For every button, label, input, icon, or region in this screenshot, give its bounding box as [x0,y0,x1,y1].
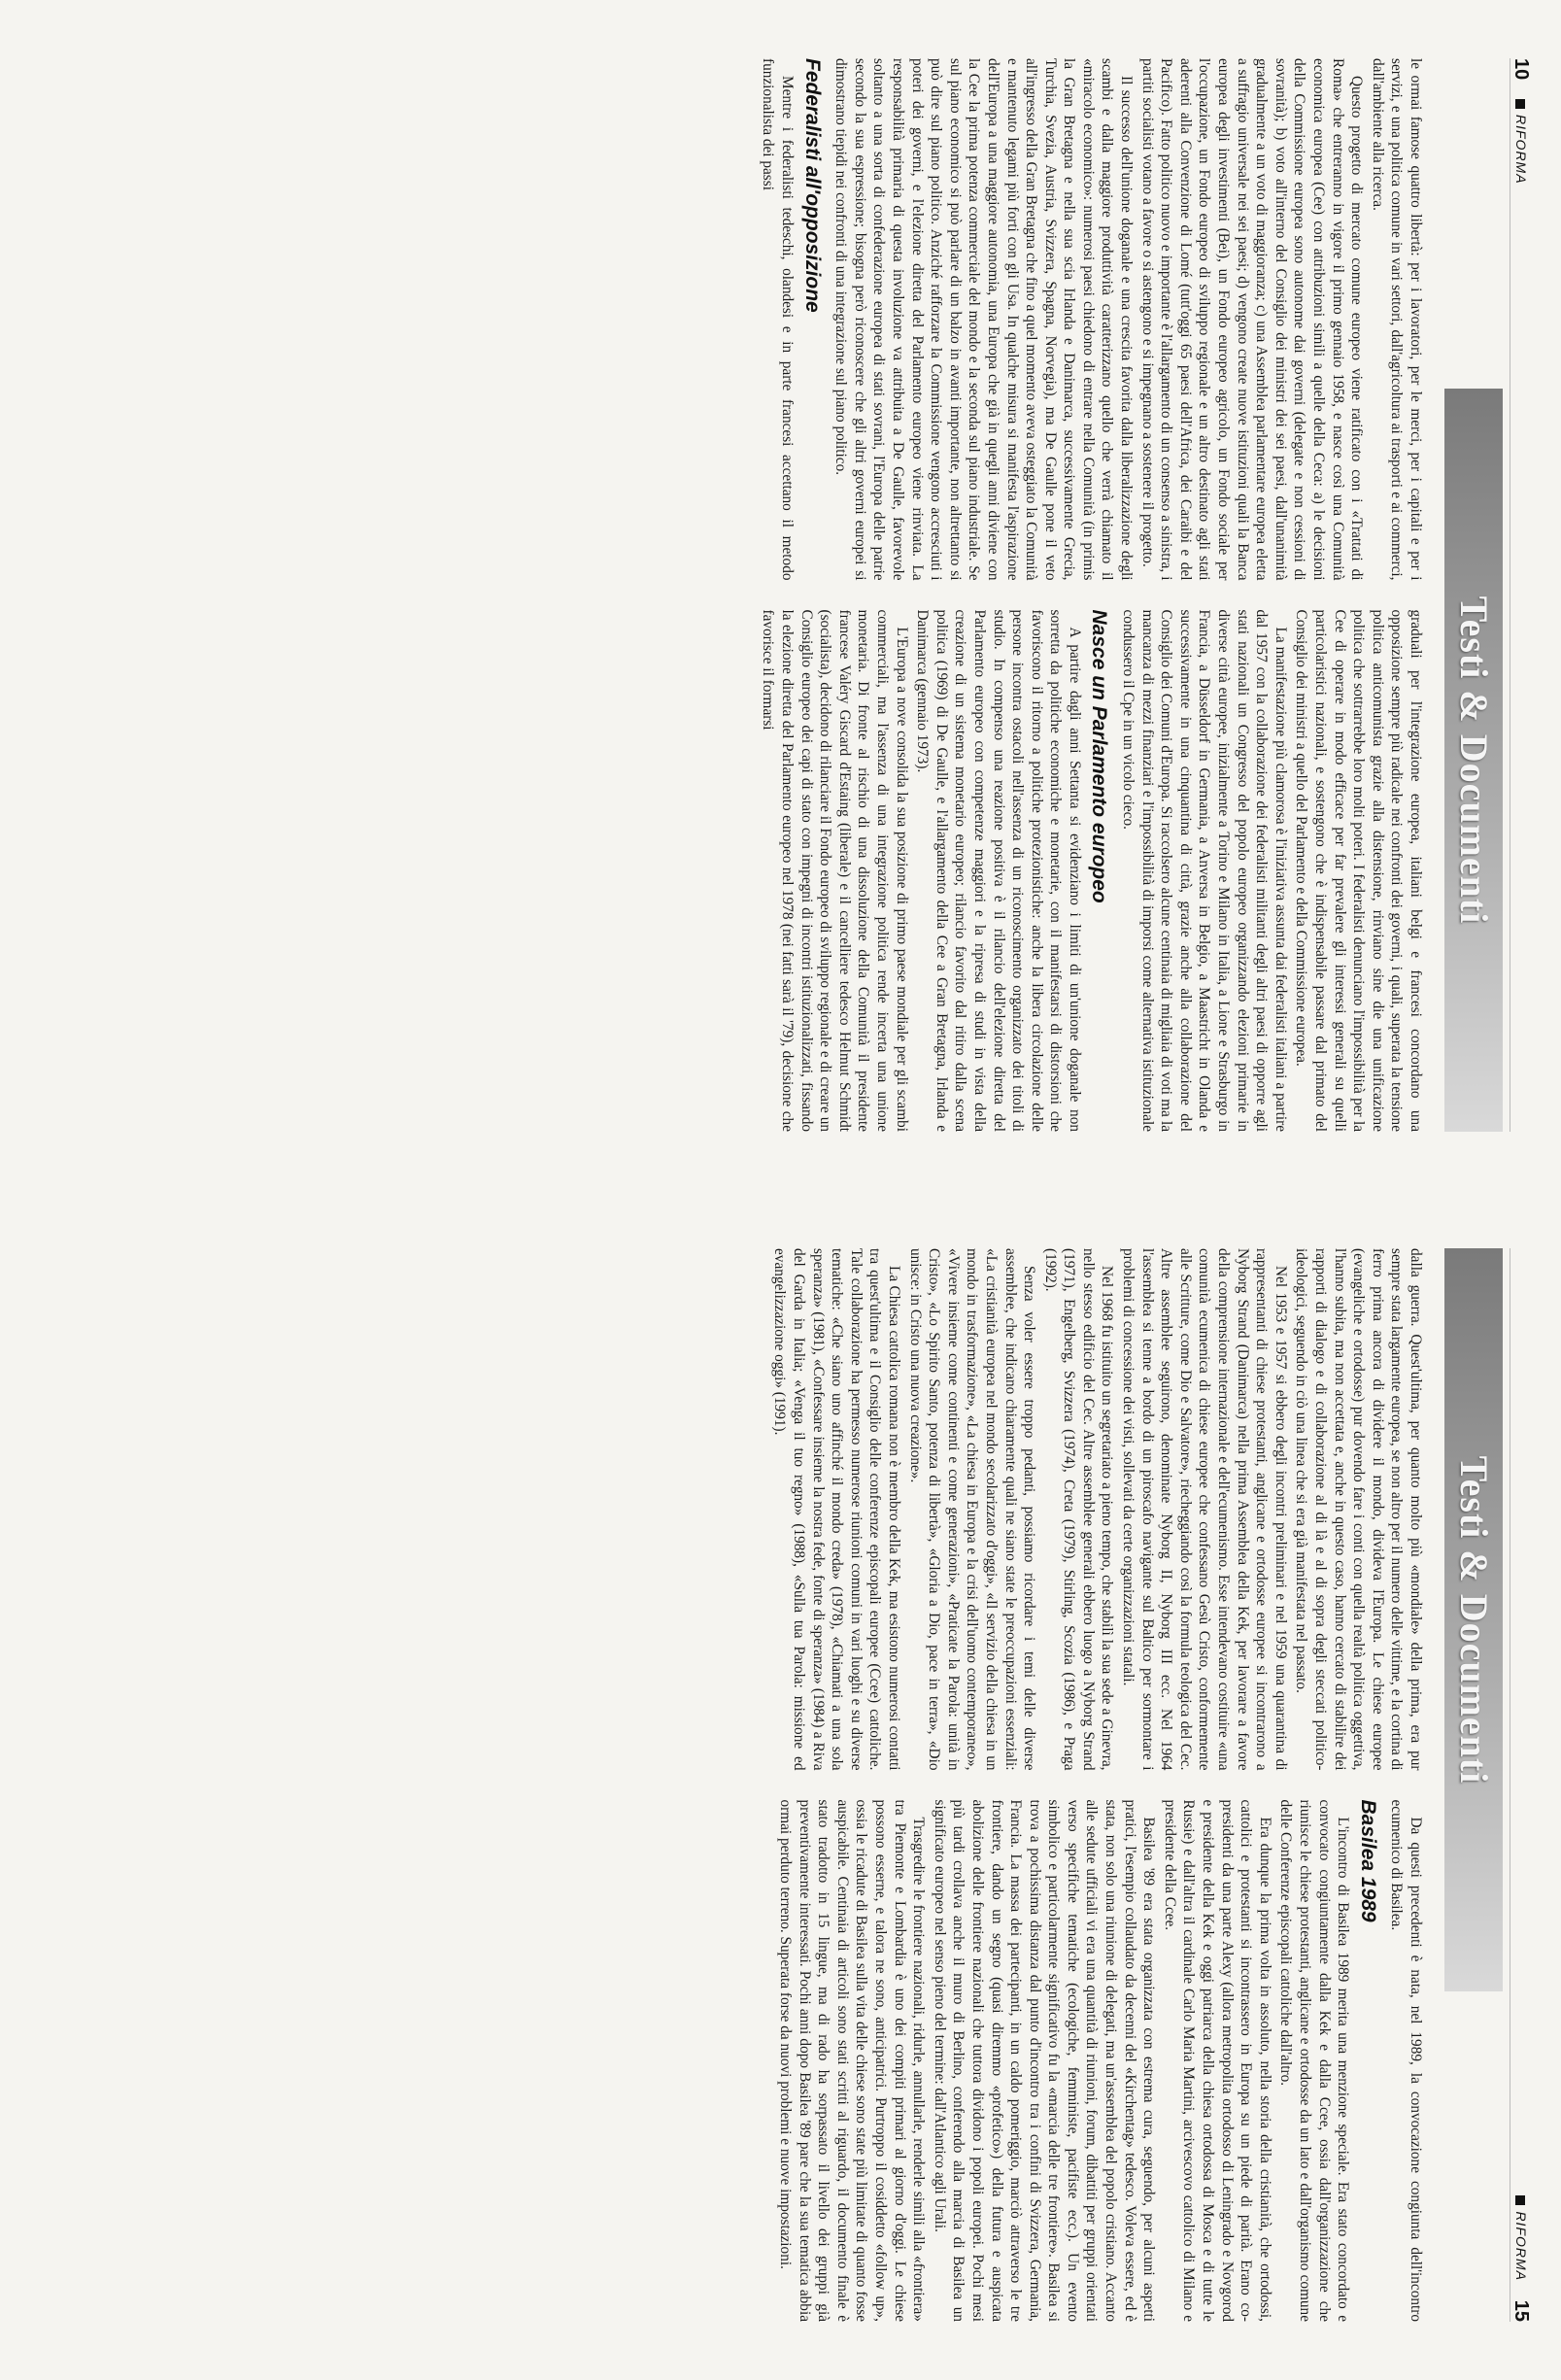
section-banner [1444,1248,1503,1991]
square-icon [1515,2195,1525,2205]
subheading: Federalisti all'opposizione [800,58,824,313]
text-columns [39,1248,1425,2322]
paragraph: Era dunque la prima volta in assoluto, nella storia della cristianità, che ortodossi, cattolici e protestanti si incontrassero in Europa su un piede di parità. Erano co-presidenti da una parte Alexy (allora metropolita ortodosso di Leningrado e Novgorod e presidente della Kek e oggi patriarca della chiesa ortodossa di Mosca e di tutte le Russie) e dall'altra il cardinale Carlo Maria Martini, arcivescovo cattolico di Milano e presidente della Ccee. [1161,1799,1273,2322]
subheading: Nasce un Parlamento europeo [1088,609,1111,903]
section-title: Testi & Documenti [1452,595,1496,925]
paragraph: L'incontro di Basilea 1989 merita una menzione speciale. Era stato concordato e convocato congiuntamente dalla Kek e dalla Ccee, ossia dall'organizzazione che riunisce le chiese protestanti, anglicane e ortodosse da un lato e dall'organismo comune delle Conferenze episcopali cattoliche dall'altro. [1277,1799,1352,2322]
paragraph: Basilea '89 era stata organizzata con estrema cura, seguendo, per alcuni aspetti pratici, l'esempio collaudato da decenni del «Kirchentag» tedesco. Voleva essere, ed è stata, non solo una riunione di delegati, ma un'assemblea del popolo cristiano. Accanto alle sedute ufficiali vi era una quantità di riunioni, forum, dibattiti per gruppi orientati verso specifiche tematiche (ecologiche, femministe, pacifiste ecc.). Un evento simbolico e particolarmente significativo fu la «marcia delle tre frontiere». Basilea si trova a pochissima distanza dal punto d'incontro tra i confini di Svizzera, Germania, Francia. La massa dei partecipanti, in un caldo pomeriggio, marciò attraverso le tre frontiere, dando un segno (quasi diremmo «profetico») della futura e auspicata abolizione delle frontiere nazionali che tuttora dividono i popoli europei. Pochi mesi più tardi crollava anche il muro di Berlino, conferendo alla marcia di Basilea un significato europeo nel senso pieno del termine: dall'Atlantico agli Urali. [931,1799,1158,2322]
paragraph: La Chiesa cattolica romana non è membro della Kek, ma esistono numerosi contatti tra quest'ultima e il Consiglio delle conferenze episcopali europee (Ccee) cattoliche. Tale collaborazione ha permesso numerose riunioni comuni in vari luoghi e su diverse tematiche: «Che siano uno affinché il mondo creda» (1978), «Chiamati a una sola speranza» (1981), «Confessare insieme la nostra fede, fonte di speranza» (1984) a Riva del Garda in Italia; «Venga il tuo regno» (1988), «Sulla tua Parola: missione ed evangelizzazione oggi» (1991). [771,1248,902,1771]
paragraph: dalla guerra. Quest'ultima, per quanto molto più «mondiale» della prima, era pur sempre stata largamente europea, se non altro per il numero delle vittime, e la cortina di ferro prima ancora di dividere il mondo, divideva l'Europa. Le chiese europee (evangeliche e ortodosse) pur dovendo fare i conti con quella realtà politica oggettiva, l'hanno subita, ma non accettata e, anche in questo caso, hanno cercato di stabilire dei rapporti di dialogo e di collaborazione al di là e al di sopra degli steccati politico-ideologici, seguendo in ciò una linea che si era già manifestata nel passato. [1293,1248,1424,1771]
square-icon [1515,99,1525,109]
page-header [1510,58,1532,1132]
section-banner [1444,389,1503,1132]
text-column [39,58,1425,581]
paragraph: Senza voler essere troppo pedanti, possiamo ricordare i temi delle diverse assemblee, che indicano chiaramente quali ne siano state le preoccupazioni essenziali: «La cristianità europea nel mondo secolarizzato d'oggi», «Il servizio della chiesa in un mondo in trasformazione», «La chiesa in Europa e la crisi dell'uomo contemporaneo», «Vivere insieme come continenti e come generazioni», «Praticate la Parola: unità in Cristo», «Lo Spirito Santo, potenza di libertà», «Gloria a Dio, pace in terra», «Dio unisce: in Cristo una nuova creazione». [906,1248,1038,1771]
text-column [39,1248,1425,1771]
paragraph: le ormai famose quattro libertà: per i lavoratori, per le merci, per i capitali e per i servizi, e una politica comune in vari settori, dall'agricoltura ai trasporti e ai commerci, dall'ambiente alla ricerca. [1369,58,1424,581]
text-columns [39,58,1425,1132]
paragraph: Questo progetto di mercato comune europeo viene ratificato con i «Trattati di Roma» che entreranno in vigore il primo gennaio 1958, e nasce così una Comunità economica europea (Cee) con attribuzioni simili a quelle della Ceca: a) le decisioni della Commissione europea sono autonome dai governi (delegate e non cessioni di sovranità); b) voto all'interno del Consiglio dei ministri dei sei paesi, dall'unanimità gradualmente a un voto di maggioranza; c) una Assemblea parlamentare europea eletta a suffragio universale nei sei paesi; d) vengono create nuove istituzioni quali la Banca europea degli investimenti (Bei), un Fondo europeo agricolo, un Fondo sociale per l'occupazione, un Fondo europeo di sviluppo regionale e un altro destinato agli stati aderenti alla Convenzione di Lomé (tutt'oggi 65 paesi dell'Africa, dei Caraibi e del Pacifico). Fatto politico nuovo e importante è l'allargamento di un consenso a sinistra, i partiti socialisti votano a favore o si astengono e si impegnano a sostenere il progetto. [1138,58,1366,581]
paragraph: graduali per l'integrazione europea, italiani belgi e francesi concordano una opposizione sempre più radicale nei confronti dei governi, i quali, superata la tensione politica anticomunista grazie alla distensione, rinviano sine die una unificazione politica che sottrarrebbe loro molti poteri. I federalisti denunciano l'impossibilità per la Cee di operare in modo efficace per far prevalere gli interessi generali su quelli particolaristici nazionali, e sostengono che è indispensabile passare dal primato del Consiglio dei ministri a quello del Parlamento e della Commissione europea. [1293,609,1424,1132]
subheading: Basilea 1989 [1356,1799,1379,1922]
magazine-name [1513,99,1529,185]
paragraph: L'Europa a nove consolida la sua posizione di primo paese mondiale per gli scambi commerciali, ma l'assenza di una integrazione politica rende incerta una unione monetaria. Di fronte al rischio di una dissoluzione della Comunità il presidente francese Valéry Giscard d'Estaing (liberale) e il cancelliere tedesco Helmut Schmidt (socialista), decidono di rilanciare il Fondo europeo di sviluppo regionale e di creare un Consiglio europeo dei capi di stato con impegni di incontri istituzionalizzati, fissando la elezione diretta del Parlamento europeo nel 1978 (nei fatti sarà il '79), decisione che favorisce il formarsi [760,609,910,1132]
paragraph: Nel 1953 e 1957 si ebbero degli incontri preliminari e nel 1959 una quarantina di rappresentanti di chiese protestanti, anglicane e ortodosse europee si incontrarono a Nyborg Strand (Danimarca) nella prima Assemblea della Kek, per lavorare a favore della comprensione internazionale e dell'ecumenismo. Esse intendevano costituire «una comunità ecumenica di chiese europee che confessano Gesù Cristo, conformemente alle Scritture, come Dio e Salvatore», riecheggiando così la formula teologica del Cec. Altre assemblee seguirono, denominate Nyborg II, Nyborg III ecc. Nel 1964 l'assemblea si tenne a bordo di un piroscafo navigante sul Baltico per sormontare i problemi di concessione dei visti, sollevati da certe organizzazioni statali. [1120,1248,1289,1771]
section-title: Testi & Documenti [1452,1455,1496,1785]
paragraph: La manifestazione più clamorosa è l'iniziativa assunta dai federalisti italiani a partire dal 1957 con la collaborazione dei federalisti militanti degli altri paesi di opporre agli stati nazionali un Congresso del popolo europeo organizzando elezioni primarie in diverse città europee, inizialmente a Torino e Milano in Italia, a Lione e Strasburgo in Francia, a Düsseldorf in Germania, a Anversa in Belgio, a Maastricht in Olanda e successivamente in una cinquantina di città, grazie anche alla collaborazione del Consiglio dei Comuni d'Europa. Si raccolsero alcune centinaia di migliaia di voti ma la mancanza di mezzi finanziari e l'impossibilità di imporsi come alternativa istituzionale condussero il Cpe in un vicolo cieco. [1120,609,1289,1132]
right-page [0,1190,1561,2380]
magazine-label: RIFORMA [1513,2211,1529,2281]
page-header [1510,1248,1532,2322]
page-number: 15 [1510,2299,1532,2322]
paragraph: Nel 1968 fu istituito un segretariato a pieno tempo, che stabilì la sua sede a Ginevra, nello stesso edificio del Cec. Altre assemblee generali ebbero luogo a Nyborg Strand (1971), Engelberg, Svizzera (1974), Creta (1979), Stirling, Scozia (1986), e Praga (1992). [1041,1248,1116,1771]
text-column [39,1800,1425,2323]
paragraph: A partire dagli anni Settanta si evidenziano i limiti di un'unione doganale non sorretta da politiche economiche e monetarie, con il manifestarsi di distorsioni che favoriscono il ritorno a politiche protezionistiche: anche la libera circolazione delle persone incontra ostacoli nell'assenza di un riconoscimento organizzato dei titoli di studio. In compenso una reazione positiva è il rilancio dell'elezione diretta del Parlamento europeo con competenze maggiori e la ripresa di studi in vista della creazione di un sistema monetario europeo; rilancio favorito dal ritiro dalla scena politica (1969) di De Gaulle, e l'allargamento della Cee a Gran Bretagna, Irlanda e Danimarca (gennaio 1973). [914,609,1083,1132]
page-number: 10 [1510,58,1532,81]
paragraph: Da questi precedenti è nata, nel 1989, la convocazione congiunta dell'incontro ecumenico di Basilea. [1388,1799,1424,2322]
paragraph: Mentre i federalisti tedeschi, olandesi e in parte francesi accettano il metodo funzionalista dei passi [760,58,796,581]
paragraph: Trasgredire le frontiere nazionali, ridurle, annullarle, renderle simili alla «frontiera» tra Piemonte e Lombardia è uno dei compiti primari al giorno d'oggi. Le chiese possono esserne, e talora ne sono, anticipatrici. Purtroppo il cosiddetto «follow up», ossia le ricadute di Basilea sulla vita delle chiese sono state più limitate di quanto fosse auspicabile. Centinaia di articoli sono stati scritti al riguardo, il documento finale è stato tradotto in 15 lingue, ma di rado ha sorpassato il livello dei gruppi già preventivamente interessati. Pochi anni dopo Basilea '89 pare che la sua tematica abbia ormai perduto terreno. Superata forse da nuovi problemi e nuove impostazioni. [777,1799,928,2322]
magazine-name [1513,2195,1529,2281]
paragraph: Il successo dell'unione doganale e una crescita favorita dalla liberalizzazione degli scambi e dalla maggiore produttività caratterizzano quello che verrà chiamato il «miracolo economico»: numerosi paesi chiedono di entrare nella Comunità (in primis la Gran Bretagna e nella sua scia Irlanda e Danimarca, successivamente Grecia, Turchia, Svezia, Austria, Svizzera, Spagna, Norvegia), ma De Gaulle pone il veto all'ingresso della Gran Bretagna che fino a quel momento aveva osteggiato la Comunità e mantenuto legami più forti con gli Usa. In qualche misura si manifesta l'aspirazione dell'Europa a una maggiore autonomia, una Europa che già in quegli anni diviene con la Cee la prima potenza commerciale del mondo e la seconda sul piano industriale. Se sul piano economico si può parlare di un balzo in avanti importante, non altrettanto si può dire sul piano politico. Anziché rafforzare la Commissione vengono accresciuti i poteri dei governi, e l'elezione diretta del Parlamento europeo viene rinviata. La responsabilità primaria di questa involuzione va attribuita a De Gaulle, favorevole soltanto a una sorta di confederazione europea di stati sovrani, l'Europa delle patrie secondo la sua espressione; bisogna però riconoscere che gli altri governi europei si dimostrano tiepidi nei confronti di una integrazione sul piano politico. [832,58,1136,581]
text-column [39,610,1425,1133]
magazine-label: RIFORMA [1513,115,1529,185]
